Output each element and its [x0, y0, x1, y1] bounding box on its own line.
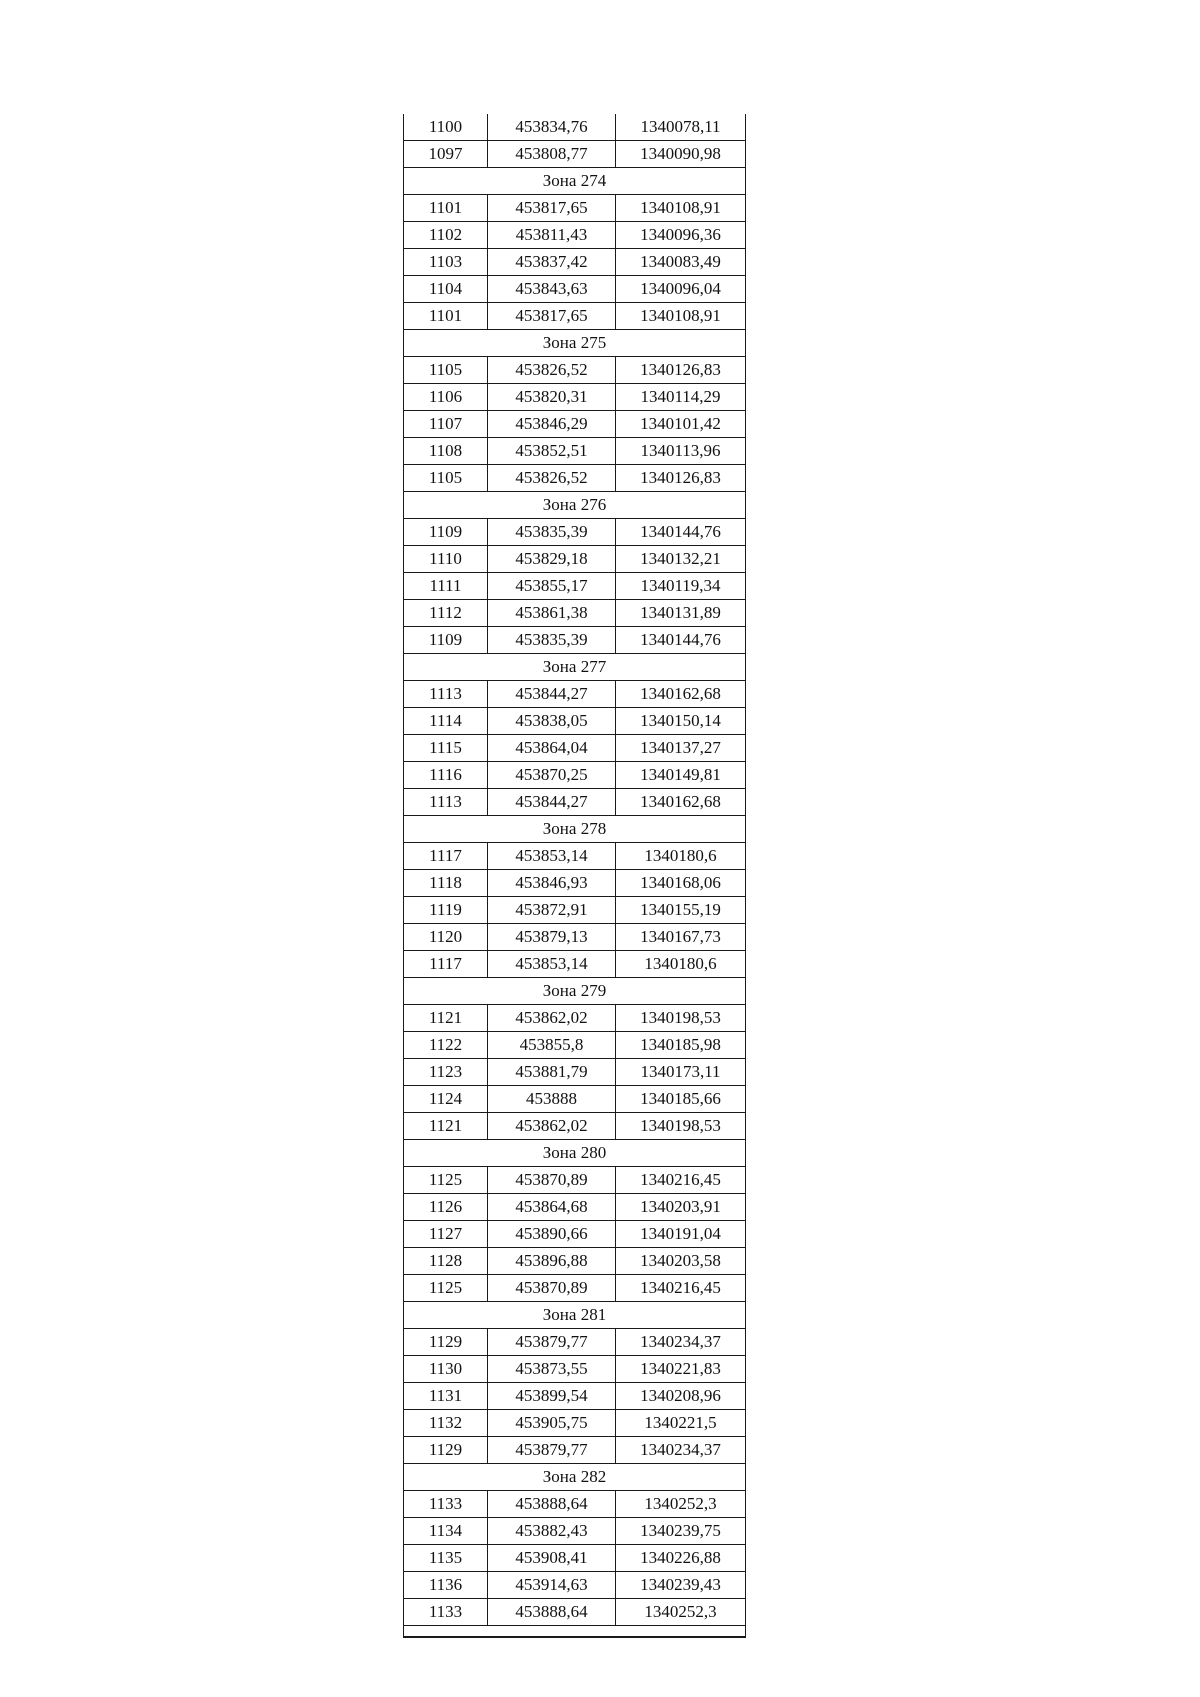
x-coordinate-cell: 453817,65 — [488, 195, 616, 222]
y-coordinate-cell: 1340113,96 — [616, 438, 746, 465]
x-coordinate-cell: 453844,27 — [488, 789, 616, 816]
zone-header-row — [404, 1140, 746, 1167]
point-row — [404, 249, 746, 276]
point-number-cell: 1127 — [404, 1221, 488, 1248]
point-number-cell: 1101 — [404, 195, 488, 222]
point-number-cell: 1102 — [404, 222, 488, 249]
point-row — [404, 627, 746, 654]
point-row — [404, 303, 746, 330]
x-coordinate-cell: 453870,89 — [488, 1275, 616, 1302]
coordinates-table-body — [404, 114, 746, 1637]
point-number-cell: 1111 — [404, 573, 488, 600]
zone-header-row — [404, 168, 746, 195]
point-row — [404, 1356, 746, 1383]
point-number-cell: 1117 — [404, 951, 488, 978]
y-coordinate-cell: 1340101,42 — [616, 411, 746, 438]
point-number-cell: 1123 — [404, 1059, 488, 1086]
point-row — [404, 276, 746, 303]
x-coordinate-cell: 453829,18 — [488, 546, 616, 573]
x-coordinate-cell: 453853,14 — [488, 951, 616, 978]
point-row — [404, 1545, 746, 1572]
y-coordinate-cell: 1340131,89 — [616, 600, 746, 627]
point-number-cell: 1116 — [404, 762, 488, 789]
point-number-cell: 1135 — [404, 1545, 488, 1572]
point-number-cell: 1105 — [404, 357, 488, 384]
point-number-cell: 1126 — [404, 1194, 488, 1221]
x-coordinate-cell: 453888 — [488, 1086, 616, 1113]
y-coordinate-cell: 1340180,6 — [616, 951, 746, 978]
y-coordinate-cell: 1340137,27 — [616, 735, 746, 762]
point-number-cell: 1136 — [404, 1572, 488, 1599]
y-coordinate-cell: 1340203,91 — [616, 1194, 746, 1221]
point-number-cell: 1110 — [404, 546, 488, 573]
y-coordinate-cell: 1340216,45 — [616, 1275, 746, 1302]
point-row — [404, 735, 746, 762]
y-coordinate-cell: 1340108,91 — [616, 303, 746, 330]
y-coordinate-cell: 1340221,5 — [616, 1410, 746, 1437]
point-row — [404, 438, 746, 465]
y-coordinate-cell: 1340208,96 — [616, 1383, 746, 1410]
x-coordinate-cell: 453888,64 — [488, 1599, 616, 1626]
x-coordinate-cell: 453870,25 — [488, 762, 616, 789]
point-number-cell: 1124 — [404, 1086, 488, 1113]
y-coordinate-cell: 1340203,58 — [616, 1248, 746, 1275]
point-row — [404, 870, 746, 897]
x-coordinate-cell: 453820,31 — [488, 384, 616, 411]
y-coordinate-cell: 1340234,37 — [616, 1329, 746, 1356]
point-number-cell: 1129 — [404, 1437, 488, 1464]
y-coordinate-cell: 1340126,83 — [616, 465, 746, 492]
point-row — [404, 1032, 746, 1059]
y-coordinate-cell: 1340252,3 — [616, 1599, 746, 1626]
point-row — [404, 1248, 746, 1275]
point-number-cell: 1133 — [404, 1491, 488, 1518]
y-coordinate-cell: 1340162,68 — [616, 789, 746, 816]
y-coordinate-cell: 1340234,37 — [616, 1437, 746, 1464]
point-number-cell: 1106 — [404, 384, 488, 411]
x-coordinate-cell: 453835,39 — [488, 519, 616, 546]
y-coordinate-cell: 1340078,11 — [616, 114, 746, 141]
x-coordinate-cell: 453870,89 — [488, 1167, 616, 1194]
y-coordinate-cell: 1340180,6 — [616, 843, 746, 870]
zone-label: Зона 282 — [404, 1464, 746, 1491]
point-row — [404, 843, 746, 870]
point-row — [404, 1059, 746, 1086]
y-coordinate-cell: 1340114,29 — [616, 384, 746, 411]
point-number-cell: 1128 — [404, 1248, 488, 1275]
x-coordinate-cell: 453817,65 — [488, 303, 616, 330]
zone-label: Зона 275 — [404, 330, 746, 357]
x-coordinate-cell: 453896,88 — [488, 1248, 616, 1275]
point-row — [404, 762, 746, 789]
point-row — [404, 141, 746, 168]
point-row — [404, 195, 746, 222]
point-number-cell: 1103 — [404, 249, 488, 276]
point-number-cell: 1117 — [404, 843, 488, 870]
x-coordinate-cell: 453879,77 — [488, 1329, 616, 1356]
y-coordinate-cell: 1340108,91 — [616, 195, 746, 222]
x-coordinate-cell: 453855,8 — [488, 1032, 616, 1059]
y-coordinate-cell: 1340149,81 — [616, 762, 746, 789]
point-number-cell: 1119 — [404, 897, 488, 924]
zone-header-row — [404, 492, 746, 519]
y-coordinate-cell: 1340191,04 — [616, 1221, 746, 1248]
x-coordinate-cell: 453914,63 — [488, 1572, 616, 1599]
y-coordinate-cell: 1340155,19 — [616, 897, 746, 924]
point-row — [404, 384, 746, 411]
y-coordinate-cell: 1340090,98 — [616, 141, 746, 168]
y-coordinate-cell: 1340239,75 — [616, 1518, 746, 1545]
y-coordinate-cell: 1340185,98 — [616, 1032, 746, 1059]
point-number-cell: 1112 — [404, 600, 488, 627]
x-coordinate-cell: 453843,63 — [488, 276, 616, 303]
x-coordinate-cell: 453855,17 — [488, 573, 616, 600]
x-coordinate-cell: 453844,27 — [488, 681, 616, 708]
point-row — [404, 1410, 746, 1437]
y-coordinate-cell: 1340226,88 — [616, 1545, 746, 1572]
point-number-cell: 1105 — [404, 465, 488, 492]
point-row — [404, 222, 746, 249]
y-coordinate-cell: 1340162,68 — [616, 681, 746, 708]
x-coordinate-cell: 453808,77 — [488, 141, 616, 168]
y-coordinate-cell: 1340119,34 — [616, 573, 746, 600]
y-coordinate-cell: 1340168,06 — [616, 870, 746, 897]
x-coordinate-cell: 453811,43 — [488, 222, 616, 249]
point-row — [404, 708, 746, 735]
point-number-cell: 1114 — [404, 708, 488, 735]
point-row — [404, 1599, 746, 1626]
x-coordinate-cell: 453826,52 — [488, 465, 616, 492]
point-number-cell: 1115 — [404, 735, 488, 762]
zone-header-row — [404, 978, 746, 1005]
empty-row — [404, 1626, 746, 1638]
point-number-cell: 1097 — [404, 141, 488, 168]
point-number-cell: 1108 — [404, 438, 488, 465]
point-number-cell: 1100 — [404, 114, 488, 141]
x-coordinate-cell: 453864,68 — [488, 1194, 616, 1221]
x-coordinate-cell: 453846,29 — [488, 411, 616, 438]
coordinates-table — [403, 114, 746, 1638]
x-coordinate-cell: 453861,38 — [488, 600, 616, 627]
point-number-cell: 1109 — [404, 519, 488, 546]
point-number-cell: 1133 — [404, 1599, 488, 1626]
point-row — [404, 951, 746, 978]
x-coordinate-cell: 453888,64 — [488, 1491, 616, 1518]
zone-label: Зона 280 — [404, 1140, 746, 1167]
y-coordinate-cell: 1340239,43 — [616, 1572, 746, 1599]
x-coordinate-cell: 453852,51 — [488, 438, 616, 465]
point-number-cell: 1132 — [404, 1410, 488, 1437]
point-row — [404, 1113, 746, 1140]
point-number-cell: 1120 — [404, 924, 488, 951]
x-coordinate-cell: 453899,54 — [488, 1383, 616, 1410]
point-number-cell: 1104 — [404, 276, 488, 303]
x-coordinate-cell: 453862,02 — [488, 1113, 616, 1140]
x-coordinate-cell: 453872,91 — [488, 897, 616, 924]
x-coordinate-cell: 453826,52 — [488, 357, 616, 384]
zone-header-row — [404, 816, 746, 843]
point-row — [404, 546, 746, 573]
point-row — [404, 1572, 746, 1599]
point-number-cell: 1131 — [404, 1383, 488, 1410]
point-row — [404, 1086, 746, 1113]
point-row — [404, 1275, 746, 1302]
y-coordinate-cell: 1340252,3 — [616, 1491, 746, 1518]
x-coordinate-cell: 453853,14 — [488, 843, 616, 870]
x-coordinate-cell: 453881,79 — [488, 1059, 616, 1086]
x-coordinate-cell: 453838,05 — [488, 708, 616, 735]
point-number-cell: 1101 — [404, 303, 488, 330]
y-coordinate-cell: 1340150,14 — [616, 708, 746, 735]
point-number-cell: 1107 — [404, 411, 488, 438]
point-row — [404, 924, 746, 951]
y-coordinate-cell: 1340167,73 — [616, 924, 746, 951]
x-coordinate-cell: 453834,76 — [488, 114, 616, 141]
zone-label: Зона 274 — [404, 168, 746, 195]
y-coordinate-cell: 1340173,11 — [616, 1059, 746, 1086]
point-row — [404, 465, 746, 492]
y-coordinate-cell: 1340216,45 — [616, 1167, 746, 1194]
point-row — [404, 1194, 746, 1221]
x-coordinate-cell: 453882,43 — [488, 1518, 616, 1545]
point-number-cell: 1130 — [404, 1356, 488, 1383]
point-row — [404, 519, 746, 546]
zone-label: Зона 278 — [404, 816, 746, 843]
point-row — [404, 114, 746, 141]
zone-label: Зона 276 — [404, 492, 746, 519]
point-row — [404, 411, 746, 438]
point-row — [404, 1221, 746, 1248]
point-number-cell: 1113 — [404, 789, 488, 816]
point-row — [404, 1329, 746, 1356]
point-row — [404, 681, 746, 708]
zone-label: Зона 279 — [404, 978, 746, 1005]
x-coordinate-cell: 453879,13 — [488, 924, 616, 951]
zone-header-row — [404, 1302, 746, 1329]
point-row — [404, 1005, 746, 1032]
x-coordinate-cell: 453835,39 — [488, 627, 616, 654]
y-coordinate-cell: 1340221,83 — [616, 1356, 746, 1383]
x-coordinate-cell: 453862,02 — [488, 1005, 616, 1032]
point-row — [404, 789, 746, 816]
point-row — [404, 357, 746, 384]
point-row — [404, 1167, 746, 1194]
point-number-cell: 1121 — [404, 1113, 488, 1140]
y-coordinate-cell: 1340096,04 — [616, 276, 746, 303]
x-coordinate-cell: 453837,42 — [488, 249, 616, 276]
point-row — [404, 897, 746, 924]
point-number-cell: 1118 — [404, 870, 488, 897]
zone-header-row — [404, 330, 746, 357]
point-row — [404, 1491, 746, 1518]
point-number-cell: 1125 — [404, 1167, 488, 1194]
point-number-cell: 1121 — [404, 1005, 488, 1032]
x-coordinate-cell: 453879,77 — [488, 1437, 616, 1464]
point-row — [404, 573, 746, 600]
empty-cell — [404, 1626, 746, 1638]
zone-header-row — [404, 654, 746, 681]
x-coordinate-cell: 453864,04 — [488, 735, 616, 762]
y-coordinate-cell: 1340144,76 — [616, 519, 746, 546]
x-coordinate-cell: 453905,75 — [488, 1410, 616, 1437]
point-number-cell: 1113 — [404, 681, 488, 708]
point-number-cell: 1129 — [404, 1329, 488, 1356]
point-row — [404, 1518, 746, 1545]
y-coordinate-cell: 1340198,53 — [616, 1113, 746, 1140]
x-coordinate-cell: 453846,93 — [488, 870, 616, 897]
point-number-cell: 1134 — [404, 1518, 488, 1545]
y-coordinate-cell: 1340144,76 — [616, 627, 746, 654]
point-number-cell: 1125 — [404, 1275, 488, 1302]
point-row — [404, 600, 746, 627]
x-coordinate-cell: 453873,55 — [488, 1356, 616, 1383]
point-row — [404, 1437, 746, 1464]
y-coordinate-cell: 1340126,83 — [616, 357, 746, 384]
zone-label: Зона 277 — [404, 654, 746, 681]
y-coordinate-cell: 1340083,49 — [616, 249, 746, 276]
point-number-cell: 1122 — [404, 1032, 488, 1059]
y-coordinate-cell: 1340132,21 — [616, 546, 746, 573]
point-row — [404, 1383, 746, 1410]
zone-label: Зона 281 — [404, 1302, 746, 1329]
x-coordinate-cell: 453908,41 — [488, 1545, 616, 1572]
y-coordinate-cell: 1340096,36 — [616, 222, 746, 249]
x-coordinate-cell: 453890,66 — [488, 1221, 616, 1248]
y-coordinate-cell: 1340185,66 — [616, 1086, 746, 1113]
point-number-cell: 1109 — [404, 627, 488, 654]
zone-header-row — [404, 1464, 746, 1491]
y-coordinate-cell: 1340198,53 — [616, 1005, 746, 1032]
